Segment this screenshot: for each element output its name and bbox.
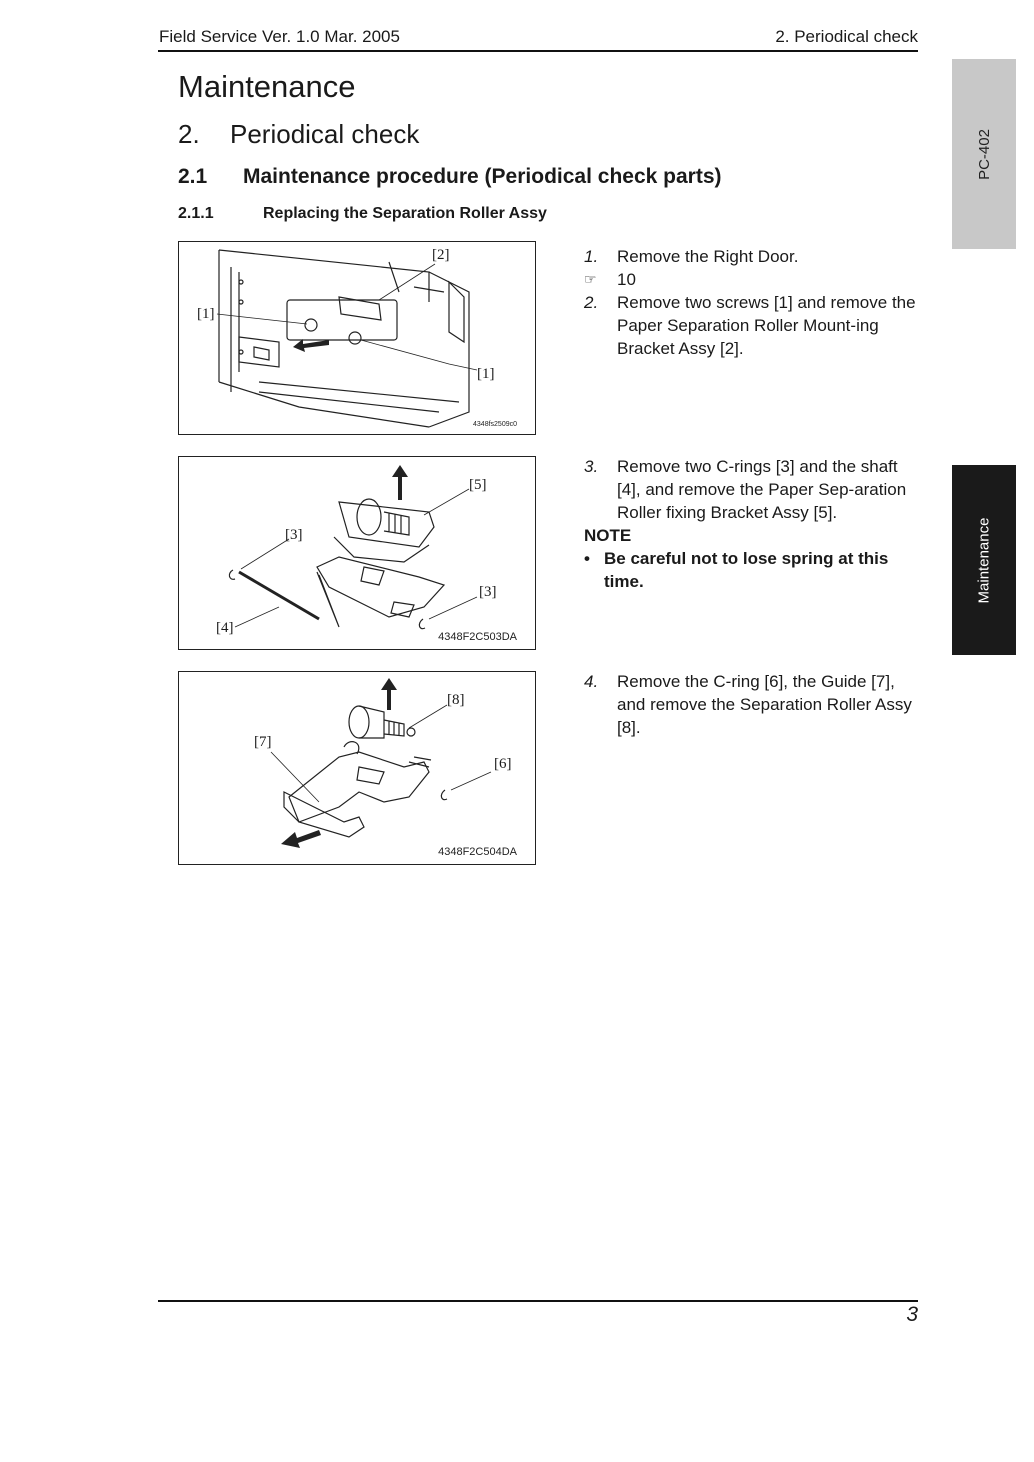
side-tab-pc402-label: PC-402 xyxy=(975,128,993,180)
section-heading xyxy=(178,119,419,150)
pointing-hand-icon: ☞ xyxy=(584,271,597,287)
section-title: Periodical check xyxy=(230,119,420,149)
figure-1-label-1a: [1] xyxy=(197,306,215,322)
chapter-title: Maintenance xyxy=(178,69,356,104)
bullet-icon: • xyxy=(584,549,590,568)
steps-group-1 xyxy=(584,245,924,360)
step-1-text: Remove the Right Door. xyxy=(617,247,799,266)
step-3-text: Remove two C-rings [3] and the shaft [4], and remove the Paper Sep-aration Roller fixing Bracket Assy [5]. xyxy=(617,457,907,522)
figure-1-code: 4348fs2509c0 xyxy=(473,421,517,428)
step-2-number: 2. xyxy=(584,293,599,312)
steps-group-3 xyxy=(584,670,924,739)
subsection-number: 2.1 xyxy=(178,165,208,188)
step-3 xyxy=(584,455,924,524)
note-title: NOTE xyxy=(584,526,632,545)
figure-2-label-3a: [3] xyxy=(285,527,303,543)
side-tab-maintenance-label: Maintenance xyxy=(975,517,993,603)
step-reference[interactable] xyxy=(584,268,924,291)
figure-1-label-2: [2] xyxy=(432,247,450,263)
reference-page-link[interactable]: 10 xyxy=(617,270,636,289)
figure-1-illustration xyxy=(179,242,536,435)
subsubsection-heading xyxy=(178,205,547,223)
header-left: Field Service Ver. 1.0 Mar. 2005 xyxy=(159,27,400,46)
section-number: 2. xyxy=(178,119,200,149)
figure-remove-bracket xyxy=(178,241,536,435)
side-tab-pc402[interactable] xyxy=(952,59,1016,249)
note-bullet xyxy=(584,547,924,593)
page-number: 3 xyxy=(906,1303,918,1326)
step-4-text: Remove the C-ring [6], the Guide [7], and remove the Separation Roller Assy [8]. xyxy=(617,672,912,737)
figure-2-label-4: [4] xyxy=(216,620,234,636)
step-4-number: 4. xyxy=(584,672,599,691)
step-1 xyxy=(584,245,924,268)
figure-3-illustration xyxy=(179,672,536,865)
figure-2-label-5: [5] xyxy=(469,477,487,493)
steps-group-2 xyxy=(584,455,924,593)
figure-3-label-6: [6] xyxy=(494,756,512,772)
header-rule xyxy=(158,50,918,52)
figure-remove-fixing-bracket xyxy=(178,456,536,650)
figure-3-label-7: [7] xyxy=(254,734,272,750)
subsection-title: Maintenance procedure (Periodical check parts) xyxy=(243,165,722,188)
step-1-number: 1. xyxy=(584,247,599,266)
figure-3-code: 4348F2C504DA xyxy=(438,846,517,858)
subsection-heading xyxy=(178,165,722,189)
figure-1-label-1b: [1] xyxy=(477,366,495,382)
step-2-text: Remove two screws [1] and remove the Paper Separation Roller Mount-ing Bracket Assy [2]. xyxy=(617,293,916,358)
step-4 xyxy=(584,670,924,739)
side-tab-maintenance[interactable] xyxy=(952,465,1016,655)
note-text: Be careful not to lose spring at this time. xyxy=(604,549,889,591)
step-3-number: 3. xyxy=(584,457,599,476)
header-right: 2. Periodical check xyxy=(775,27,918,46)
figure-2-code: 4348F2C503DA xyxy=(438,631,517,643)
figure-remove-separation-roller xyxy=(178,671,536,865)
figure-3-label-8: [8] xyxy=(447,692,465,708)
step-2 xyxy=(584,291,924,360)
footer-rule xyxy=(158,1300,918,1302)
subsubsection-number: 2.1.1 xyxy=(178,205,214,222)
subsubsection-title: Replacing the Separation Roller Assy xyxy=(263,205,547,222)
figure-2-label-3b: [3] xyxy=(479,584,497,600)
